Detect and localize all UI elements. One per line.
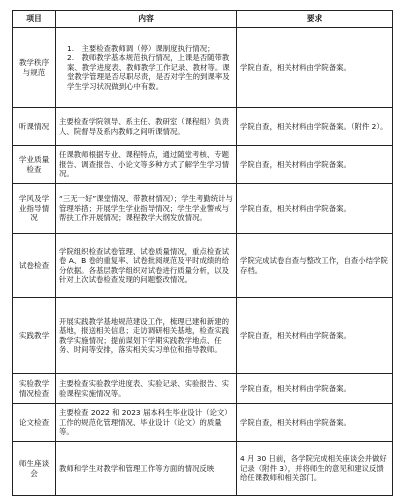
row-requirement: 4 月 30 日前，各学院完成相关座谈会并做好记录（附件 3），并将师生的意见和建议反馈给任课教师和相关部门。 [237, 442, 393, 496]
row-category: 教学秩序与规范 [13, 28, 56, 108]
row-requirement: 学院完成试卷自查与整改工作，自查小结学院存档。 [237, 234, 393, 298]
content-line: 2. 教师教学基本规范执行情况，上课是否随带教案、教学进度表、教师教学工作记录、教材等。课堂教学管理是否尽职尽责，是否对学生的到课率及学生学习状况做到心中有数。 [67, 53, 230, 91]
content-line: 教师和学生对教学和管理工作等方面的情况反映 [59, 463, 215, 473]
row-content [56, 28, 237, 108]
content-line: 任课教师根据专业、课程特点，通过随堂考核、专题报告、调查报告、小论文等多种方式了解学生学习情况。 [59, 150, 229, 179]
row-category: 学风及学业指导情况 [13, 184, 56, 234]
row-content [56, 184, 237, 234]
row-content [56, 374, 237, 404]
row-category: 听课情况 [13, 108, 56, 146]
content-line: “三无一好”课堂情况、带教材情况）；学生考勤统计与管理举措；开展学生学业指导情况；学生学业警戒与帮扶工作开展情况；课程教学大纲发放情况。 [59, 194, 233, 223]
header-requirement: 要求 [237, 11, 393, 28]
header-content: 内容 [56, 11, 237, 28]
row-content [56, 146, 237, 184]
row-requirement: 学院自查，相关材料由学院备案。 [237, 374, 393, 404]
content-line: 开展实践教学基地规范建设工作，梳理已建和新建的基地，报送相关信息；走访调研相关基地，检查实践教学实施情况；提前谋划下学期实践教学地点、任务、时间等安排，落实相关实习单位和指导教师。 [59, 316, 229, 354]
row-content [56, 108, 237, 146]
row-requirement: 学院自查，相关材料由学院备案。 [237, 28, 393, 108]
row-category: 论文检查 [13, 404, 56, 442]
row-category: 实验教学情况检查 [13, 374, 56, 404]
table-row [13, 374, 393, 404]
row-content [56, 234, 237, 298]
table-row [13, 404, 393, 442]
table-row [13, 28, 393, 108]
row-requirement: 学院自查，相关材料由学院备案。 [237, 146, 393, 184]
content-line: 1. 主要检查教师调（停）课制度执行情况； [67, 43, 215, 53]
row-requirement: 学院自查，相关材料由学院备案。 [237, 298, 393, 374]
table-row [13, 184, 393, 234]
row-requirement: 学院自查，相关材料由学院备案。（附件 2）。 [237, 108, 393, 146]
row-category: 试卷检查 [13, 234, 56, 298]
table-row [13, 146, 393, 184]
table-row [13, 108, 393, 146]
row-content [56, 404, 237, 442]
row-category: 学业质量检查 [13, 146, 56, 184]
row-content [56, 298, 237, 374]
row-category: 师生座谈会 [13, 442, 56, 496]
table-row [13, 442, 393, 496]
content-line: 主要检查 2022 和 2023 届本科生毕业设计（论文）工作的规范化管理情况、毕业设计（论文）的质量等。 [59, 408, 232, 437]
header-item: 项目 [13, 11, 56, 28]
table-header-row [13, 11, 393, 28]
content-line: 主要检查学院领导、系主任、教研室（课程组）负责人、院督导及系内教师之间听课情况。 [59, 117, 229, 136]
row-requirement: 学院自查，相关材料由学院备案。 [237, 184, 393, 234]
row-requirement: 学院自查，相关材料由学院备案。 [237, 404, 393, 442]
content-line: 主要检查实验教学进度表、实验记录、实验报告、实验课程实施情况等。 [59, 379, 229, 398]
row-category: 实践教学 [13, 298, 56, 374]
content-line: 学院组织检查试卷管理、试卷质量情况，重点检查试卷 A、B 卷的重复率、试卷批阅规范及平时成绩的给分依据。各基层教学组织对试卷进行质量分析，以及针对上次试卷检查发现的问题整改情况。 [59, 246, 230, 284]
table-row [13, 298, 393, 374]
inspection-table [12, 10, 393, 496]
row-content [56, 442, 237, 496]
table-row [13, 234, 393, 298]
